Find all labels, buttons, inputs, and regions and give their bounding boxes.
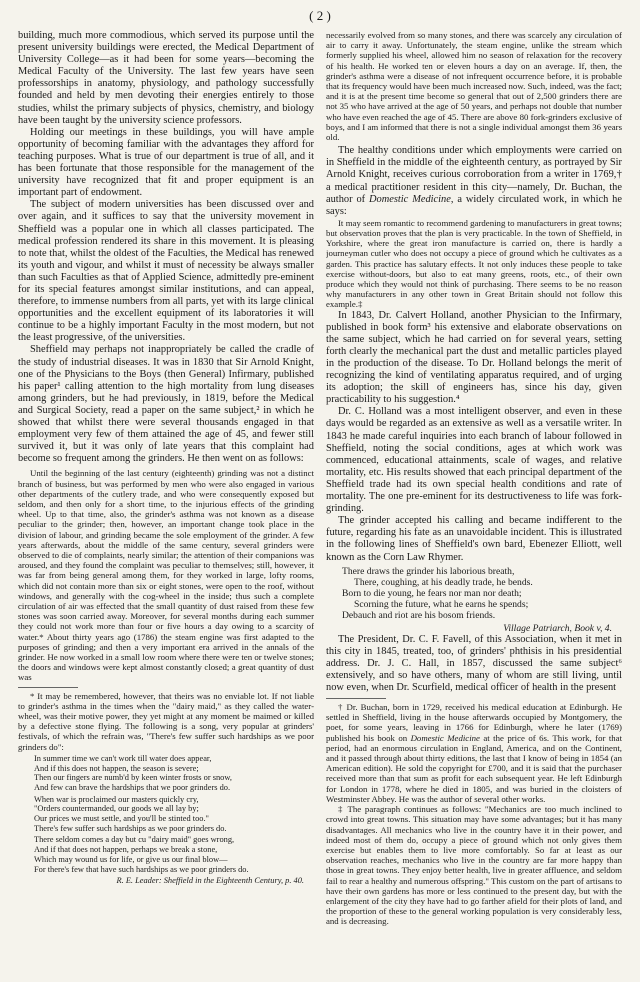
poem-line: Scorning the future, what he earns he spends;	[354, 598, 529, 610]
poem-attribution: R. E. Leader: Sheffield in the Eighteenth Century, p. 40.	[116, 876, 304, 886]
right-column	[326, 30, 622, 970]
poem-line: Our prices we must settle, and you'll be stinted too."	[34, 814, 209, 824]
block-quote-continued: necessarily evolved from so many stones, and there was scarcely any circulation of air to carry it away. Unfortunately, the steam engine, unlike the stream which formerly supplied his wheel, allowed him no season of relaxation for the recovery of his health. He worked ten or eleven hours a day on an average. If, then, the grinder's asthma were a disease of not infrequent occurrence before, it is probable that its frequency would have been much increased now. Such, indeed, was the fact; and it is at the present time become so general that out of 2,500 grinders there are not 35 who have arrived at the age of 50 years, and perhaps not double that number who have even reached the age of 45. There are above 80 fork-grinders exclusive of boys, and I am informed that there is not a single individual amongst them 36 years old.	[326, 30, 622, 143]
poem	[326, 566, 622, 621]
footnote: ‡ The paragraph continues as follows: "Mechanics are too much inclined to crowd into great towns. This situation may have some advantages; but it has many disadvantages. All mechanics who live in the country have it in their power, and indeed most of them do, occupy a piece of ground which not only gives them exercise but enables them to live more comfortably. So far at least as our observation reaches, mechanics who live in the country are far more happy than those in great towns. They enjoy better health, live in greater affluence, and seldom fail to rear a healthy and numerous offspring." This custom on the part of artisans to have their own gardens has more or less continued to the present day, but with the enlargement of the city they have had to go farther afield for their plots of land, and the proportion of these to the general working population is very considerably less, and is decreasing.	[326, 804, 622, 927]
footnote-text: † Dr. Buchan, born in 1729, received his medical education at Edinburgh. He settled in Sheffield, living in the house afterwards occupied by Montgomery, the poet, for some years, leaving in 1766 for Edinburgh, where he later (1769) published his book on	[326, 702, 622, 743]
book-title: Domestic Medicine	[369, 193, 451, 205]
poem-line: And if that does not happen, perhaps we break a stone,	[34, 845, 218, 855]
poem-line: And if this does not happen, the season is severe;	[34, 763, 199, 773]
page-number: ( 2 )	[309, 8, 331, 23]
left-column	[18, 30, 314, 970]
paragraph: The grinder accepted his calling and became indifferent to the future, regarding his fate as an unavoidable incident. This is illustrated in the following lines of Sheffield's own bard, Ebenezer Elliott, well known as the Corn Law Rhymer.	[326, 515, 622, 563]
paragraph-text: The healthy conditions under which employments were carried on in Sheffield in the middle of the eighteenth century, as portrayed by Sir Arnold Knight, receives curious corroboration from a writer in 1769,† a medical practitioner resident in this city—namely, Dr. Buchan, the author of	[326, 145, 622, 205]
book-title: Domestic Medicine	[410, 732, 480, 743]
poem-line: In summer time we can't work till water does appear,	[34, 753, 212, 763]
block-quote: Until the beginning of the last century (eighteenth) grinding was not a distinct branch of business, but was performed by men who were also engaged in various other departments of the cutlery trade, and who were consequently exposed but seldom, and then only for a short time, to the injurious effects of the grinding wheel. Up to that time, also, the grinder's asthma was not known as a disease peculiar to the grinder; then, however, an important change took place in the division of labour, and grinding became the sole employment of the grinder. A few years afterwards, about the middle of the same century, several grinders were observed to die of complaints, nearly similar; the attention of their companions was aroused, and they found the complaint was peculiar to themselves; still, however, it was far from being general among them, for they worked in large, lofty rooms, which did not contain more than six or eight stones, were open to the roof, without windows, and generally with the cog-wheel in the inside; thus such a complete circulation of air was effected that the small quantity of dust raised from these few stones was soon carried away. Moreover, for several months during each summer they could not work more than four or five hours a day owing to a scarcity of water.* About thirty years ago (1786) the steam engine was first adapted to the purposes of grinding; and then a very important era arrived in the annals of the grinder. He now worked in a small low room where there were ten or twelve stones; the doors and windows were kept almost constantly closed; a great quantity of dust was	[18, 468, 314, 683]
footnote-text: at the price of 6s. This work, for that period, had an enormous circulation in England, America, and on the Continent, and it passed through about thirty editions, the last that I know of being in 1854 (an American edition). He sold the copyright for £700, and it is said that the purchaser received more than that sum as profit for each subsequent year. He left Edinburgh for London in 1778, where he died in 1805, and was buried in the cloisters of Westminster Abbey. He was the author of several other works.	[326, 732, 622, 804]
poem-stanza-2	[18, 795, 314, 834]
paragraph: building, much more commodious, which served its purpose until the present university buildings were erected, the Medical Department of University College—as it had been for some years—becoming the Medical Faculty of the University. The last few years have seen professorships in anatomy, physiology, and pathology successfully founded and held by men devoting their energies entirely to those studies, whilst the primary subjects of physics, chemistry, and biology have been taught by the university science professors.	[18, 30, 314, 126]
paragraph: Holding our meetings in these buildings, you will have ample opportunity of becoming familiar with the advantages they afford for teaching purposes. What is true of our department is true of all, and it has been fortunate that those responsible for the management of the university have recognized that fit and proper equipment is an important part of endowment.	[18, 126, 314, 199]
poem-line: Debauch and riot are his bosom friends.	[342, 609, 496, 621]
poem-line: Which may wound us for life, or give us our final blow—	[34, 854, 228, 864]
block-quote: It may seem romantic to recommend gardening to manufacturers in great towns; but observation proves that the plan is very practicable. In the town of Sheffield, in Yorkshire, where the great iron manufacture is carried on, there is hardly a journeyman cutler who does not occupy a piece of ground which he cultivates as a garden. This practice has salutary effects. It not only induces these people to take exercise without-doors, but also to eat many greens, roots, etc., of their own produce which they would not think of purchasing. There seems to be no reason why manufacturers in any other town in Great Britain should not follow this example.‡	[326, 217, 622, 310]
poem-attribution: Village Patriarch, Book v, 4.	[503, 622, 612, 634]
paragraph: Sheffield may perhaps not inappropriately be called the cradle of the study of industrial diseases. It was in 1830 that Sir Arnold Knight, one of the Physicians to the Boys (then General) Infirmary, published his paper¹ calling attention to the high mortality from lung diseases among grinders, but he had previously, in 1819, before the Medical and Surgical Society, read a paper on the same subject,² in which he showed that whilst there were several thousands engaged in that employment very few of them attained the age of 45, and fewer still survived it, but it was only of late years that this complaint had become so frequent among the grinders. He then went on as follows:	[18, 344, 314, 465]
text-columns	[18, 30, 622, 970]
poem-line: Then our fingers are numb'd by keen winter frosts or snow,	[34, 773, 232, 783]
footnote-rule	[326, 698, 386, 699]
paragraph: The subject of modern universities has been discussed over and over again, and it suffices to say that the university movement in Sheffield was a popular one in which all classes participated. The medical profession rendered its share in this movement. It is pleasing to note that, whilst the oldest of the Faculties, the Medical has renewed its youth and vigour, and whilst it must of necessity be always smaller than such Faculties as that of Applied Science, admittedly pre-eminent for its special features amongst similar institutions, and can appeal, therefore, to immense numbers from all parts, yet with its large clinical opportunities and the excellent equipment of its laboratories it will continue to be a highly important Faculty in the most modern, but not the least progressive, of the universities.	[18, 199, 314, 344]
footnote	[326, 702, 622, 804]
poem-line: There draws the grinder his laborious breath,	[342, 565, 515, 577]
poem-line: And few can brave the hardships that we poor grinders do.	[34, 782, 231, 792]
poem-line: For there's few that have such hardships as we poor grinders do.	[34, 864, 249, 874]
footnote-rule	[18, 687, 78, 688]
poem-stanza-1	[18, 754, 314, 793]
paragraph-text: , a widely circulated work, in which he says:	[326, 193, 622, 217]
poem-line: Born to die young, he fears nor man nor death;	[342, 587, 522, 599]
footnote: * It may be remembered, however, that theirs was no enviable lot. If not liable to grinder's asthma in the times when the "dairy maid," as they called the water-wheel, was their motive power, they yet might at any moment be maimed or killed by a defective stone flying. The following is a song, very popular at grinders' festivals, of which the refrain was, "There's few suffer such hardships as we poor grinders do":	[18, 690, 314, 752]
poem-line: There, coughing, at his deadly trade, he bends.	[354, 576, 533, 588]
paragraph	[326, 145, 622, 218]
paragraph: The President, Dr. C. F. Favell, of this Association, when it met in this city in 1845, treated, too, of grinders' phthisis in his presidential address. Dr. J. C. Hall, in 1857, discussed the same subject⁶ extensively, and so have others, many of whom are still living, until now even, when Dr. Scurfield, medical officer of health in the present	[326, 633, 622, 693]
poem-line: There's few suffer such hardships as we poor grinders do.	[34, 823, 227, 833]
poem-line: "Orders countermanded, our goods we all lay by;	[34, 804, 199, 814]
poem-line: There seldom comes a day but cu "dairy maid" goes wrong,	[34, 835, 235, 845]
paragraph: In 1843, Dr. Calvert Holland, another Physician to the Infirmary, published in book form³ his extensive and elaborate observations on the same subject, which he had carried on for several years, setting forth clearly the mechanical part the dust and metallic particles played in the production of the disease. To Dr. Holland belongs the merit of recognizing the kind of ventilating apparatus required, and of urging its adoption; the skill of engineers has, since his day, given practicability to his suggestion.⁴	[326, 309, 622, 406]
poem-line: When war is proclaimed our masters quickly cry,	[34, 794, 199, 804]
paragraph: Dr. C. Holland was a most intelligent observer, and even in these days would be regarded as an extensive as well as a versatile writer. In 1843 he made careful inquiries into each branch of labour followed in Sheffield, noting the social conditions, ages at which work was commenced, educational attainments, scale of wages, and relative mortality, etc. His results showed that each principal department of the Sheffield trade had its own special health conditions and rate of mortality. The one pre-eminent for its destructiveness to life was fork-grinding.	[326, 406, 622, 515]
poem-stanza-3	[18, 835, 314, 874]
